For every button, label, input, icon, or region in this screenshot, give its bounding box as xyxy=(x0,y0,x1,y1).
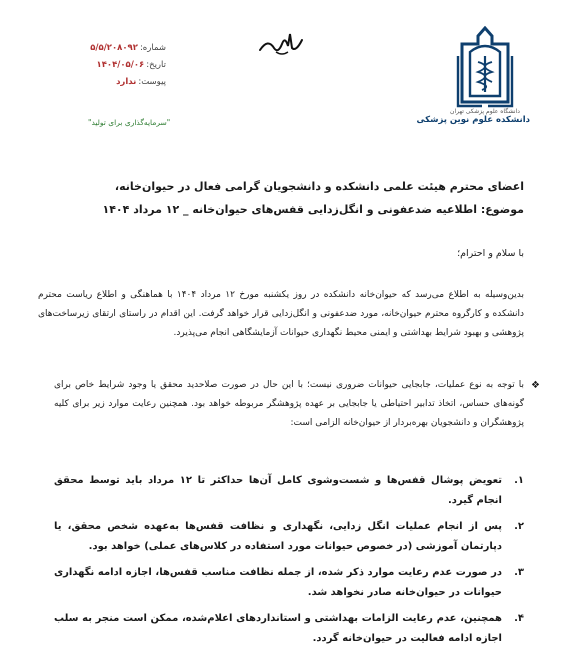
letter-attachment-value: ندارد xyxy=(116,77,137,87)
faculty-name: دانشکده علوم نوین پزشکی xyxy=(416,115,530,125)
letter-attachment-row xyxy=(66,74,166,91)
letter-date-label: تاریخ: xyxy=(146,60,166,70)
list-item-text: در صورت عدم رعایت موارد ذکر شده، از جمله نظافت مناسب قفس‌ها، اجازه ادامه نگهداری حیوانات در حیوان‌خانه صادر نخواهد شد. xyxy=(54,567,502,598)
university-name: دانشگاه علوم پزشکی تهران xyxy=(450,108,520,115)
list-item-number: ۱. xyxy=(514,475,524,486)
list-item xyxy=(54,471,524,511)
list-item xyxy=(54,609,524,649)
letter-meta xyxy=(66,40,166,91)
letter-date-value: ۱۴۰۴/۰۵/۰۶ xyxy=(96,60,145,70)
letter-note-paragraph xyxy=(54,376,540,433)
diamond-bullet-icon: ❖ xyxy=(531,380,540,391)
letter-number-value: ۵/۵/۲۰۸۰۹۲ xyxy=(90,43,138,53)
letter-greeting: با سلام و احترام؛ xyxy=(457,248,524,259)
list-item-number: ۳. xyxy=(514,567,524,578)
letter-date-row xyxy=(66,57,166,74)
slogan: "سرمایه‌گذاری برای تولید" xyxy=(88,118,171,127)
requirements-list xyxy=(54,471,524,655)
university-logo xyxy=(416,26,530,144)
list-item xyxy=(54,563,524,603)
letter-recipient: اعضای محترم هیئت علمی دانشکده و دانشجویان گرامی فعال در حیوان‌خانه، xyxy=(114,180,524,193)
university-emblem-icon xyxy=(452,26,518,110)
letter-number-label: شماره: xyxy=(139,43,166,53)
list-item-text: پس از انجام عملیات انگل زدایی، نگهداری و نظافت قفس‌ها به‌عهده شخص محقق، یا دپارتمان آموزشی (در خصوص حیوانات مورد استفاده در کلاس‌های عملی) خواهد بود. xyxy=(54,521,502,552)
basmala-calligraphy-icon xyxy=(258,30,304,56)
letter-attachment-label: پیوست: xyxy=(138,77,166,87)
letter-number-row xyxy=(66,40,166,57)
letter-intro-paragraph: بدین‌وسیله به اطلاع می‌رسد که حیوان‌خانه دانشکده در روز یکشنبه مورخ ۱۲ مرداد ۱۴۰۴ با هماهنگی و اطلاع ریاست محترم دانشکده و کارگروه محترم حیوان‌خانه، مورد ضدعفونی و انگل‌زدایی قرار خواهد گرفت. این اقدام در راستای ارتقای زیرساخت‌های پژوهشی و بهبود شرایط بهداشتی و ایمنی محیط نگهداری حیوانات آزمایشگاهی انجام می‌پذیرد. xyxy=(38,290,524,338)
list-item-text: همچنین، عدم رعایت الزامات بهداشتی و استانداردهای اعلام‌شده، ممکن است منجر به سلب اجازه ادامه فعالیت در حیوان‌خانه گردد. xyxy=(54,613,502,644)
list-item xyxy=(54,517,524,557)
list-item-text: تعویض پوشال قفس‌ها و شست‌وشوی کامل آن‌ها حداکثر تا ۱۲ مرداد باید توسط محقق انجام گیرد. xyxy=(54,475,503,506)
list-item-number: ۴. xyxy=(514,613,524,624)
list-item-number: ۲. xyxy=(514,521,524,532)
letter-subject: موضوع: اطلاعیه ضدعفونی و انگل‌زدایی قفس‌های حیوان‌خانه _ ۱۲ مرداد ۱۴۰۴ xyxy=(102,203,524,216)
letter-note-text: با توجه به نوع عملیات، جابجایی حیوانات ضروری نیست؛ با این حال در صورت صلاحدید محقق یا وجود شرایط خاص برای گونه‌های حساس، اتخاذ تدابیر احتیاطی یا جابجایی بر عهده پژوهشگر مربوطه خواهد بود. همچنین رعایت موارد زیر برای کلیه پژوهشگران و دانشجویان بهره‌بردار از حیوان‌خانه الزامی است: xyxy=(54,380,524,428)
